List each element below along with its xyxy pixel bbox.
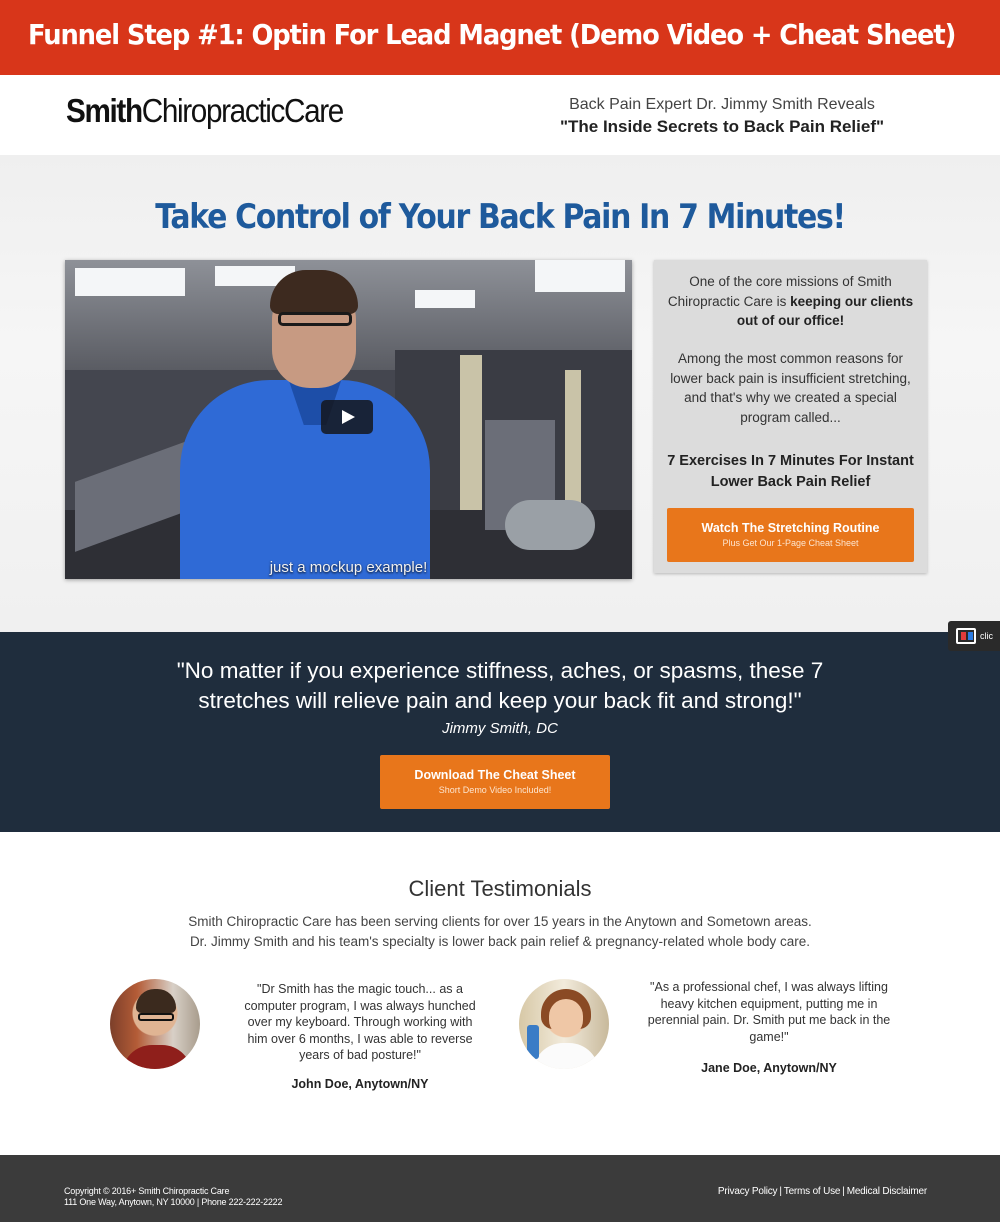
watch-routine-button[interactable]	[667, 508, 914, 562]
avatar-hair	[136, 989, 176, 1013]
logo-bold-text: Smith	[66, 92, 142, 129]
video-scene-light	[75, 268, 185, 296]
avatar-shirt	[122, 1045, 192, 1069]
banner-title: Funnel Step #1: Optin For Lead Magnet (Demo Video + Cheat Sheet)	[28, 18, 956, 51]
avatar-glasses	[138, 1013, 174, 1021]
video-scene-light	[535, 260, 625, 292]
avatar	[110, 979, 200, 1069]
avatar-face	[549, 999, 583, 1037]
logo-text: ChiropracticCare	[141, 92, 343, 129]
info-paragraph-2: Among the most common reasons for lower back pain is insufficient stretching, and that's why we created a special program called...	[670, 351, 911, 425]
hero-headline: Take Control of Your Back Pain In 7 Minutes!	[155, 197, 845, 237]
tagline-line1: Back Pain Expert Dr. Jimmy Smith Reveals	[569, 96, 875, 113]
quote-author: Jimmy Smith, DC	[442, 720, 558, 737]
widget-icon	[956, 628, 976, 644]
side-widget[interactable]	[948, 621, 1000, 651]
download-cheat-sheet-button[interactable]	[380, 755, 610, 809]
header-tagline	[522, 94, 922, 138]
testimonial-author: Jane Doe, Anytown/NY	[701, 1061, 837, 1075]
info-paragraph-1-text: One of the core missions of Smith Chiropractic Care is	[667, 274, 892, 309]
terms-of-use-link[interactable]: Terms of Use	[783, 1186, 841, 1197]
footer-address: 111 One Way, Anytown, NY 10000 | Phone 222-222-2222	[64, 1197, 283, 1207]
download-button-sublabel: Short Demo Video Included!	[438, 785, 552, 795]
video-scene-column	[565, 370, 581, 510]
info-paragraph-1	[664, 272, 917, 331]
tagline-line2: "The Inside Secrets to Back Pain Relief"	[559, 117, 885, 136]
privacy-policy-link[interactable]: Privacy Policy	[717, 1186, 778, 1197]
footer-info	[64, 1186, 282, 1208]
video-person-glasses	[278, 312, 352, 326]
video-scene-light	[415, 290, 475, 308]
site-logo[interactable]	[66, 92, 343, 130]
download-button-label: Download The Cheat Sheet	[414, 768, 576, 782]
footer-separator: |	[842, 1186, 845, 1197]
testimonials-intro-line1: Smith Chiropractic Care has been serving clients for over 15 years in the Anytown and Sometown areas.	[188, 914, 812, 929]
program-title: 7 Exercises In 7 Minutes For Instant Lower Back Pain Relief	[667, 453, 914, 490]
footer-links	[718, 1186, 927, 1197]
info-paragraph-1-bold: keeping our clients out of our office!	[736, 293, 914, 328]
play-icon[interactable]	[321, 400, 373, 434]
medical-disclaimer-link[interactable]: Medical Disclaimer	[846, 1186, 927, 1197]
avatar-chef-coat	[533, 1043, 599, 1069]
video-caption: just a mockup example!	[269, 559, 428, 576]
footer-separator: |	[779, 1186, 782, 1197]
testimonial-quote: "Dr Smith has the magic touch... as a computer program, I was always hunched over my keyboard. Through working with him over 6 months, I was able to reverse years of bad posture!"	[244, 982, 476, 1063]
watch-routine-button-label: Watch The Stretching Routine	[701, 521, 880, 535]
avatar-bottle	[527, 1025, 539, 1059]
funnel-step-banner	[0, 0, 1000, 75]
widget-text: clic	[980, 631, 993, 641]
video-scene-column	[460, 355, 482, 510]
quote-text: "No matter if you experience stiffness, aches, or spasms, these 7 stretches will relieve pain and keep your back fit and strong!"	[176, 658, 824, 713]
video-scene-machine	[505, 500, 595, 550]
testimonials-intro	[0, 912, 1000, 952]
video-player[interactable]	[65, 260, 632, 579]
testimonial-author: John Doe, Anytown/NY	[291, 1077, 429, 1091]
avatar	[519, 979, 609, 1069]
testimonials-title: Client Testimonials	[408, 876, 592, 901]
watch-routine-button-sublabel: Plus Get Our 1-Page Cheat Sheet	[722, 538, 859, 548]
testimonials-intro-line2: Dr. Jimmy Smith and his team's specialty is lower back pain relief & pregnancy-related whole body care.	[189, 934, 811, 949]
footer-copyright: Copyright © 2016+ Smith Chiropractic Care	[64, 1186, 230, 1196]
testimonial-quote: "As a professional chef, I was always lifting heavy kitchen equipment, putting me in perennial pain. Dr. Smith put me back in the game!"	[647, 980, 891, 1044]
